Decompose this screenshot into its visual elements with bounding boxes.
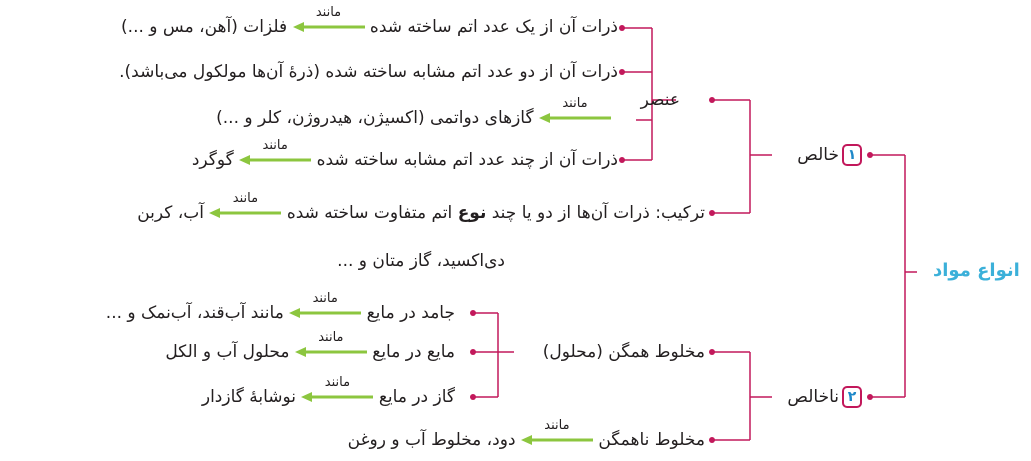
green-arrow-left-icon: مانند: [289, 308, 361, 318]
element-item-2: ذرات آن از دو عدد اتم مشابه ساخته شده (ذرهٔ آن‌ها مولکول می‌باشد).: [119, 62, 618, 82]
green-arrow-left-icon: مانند: [295, 347, 367, 357]
element-item-1: ذرات آن از یک عدد اتم ساخته شده مانند فلزات (آهن، مس و ...): [121, 5, 618, 37]
homogeneous-item-2: مایع در مایع مانند محلول آب و الکل: [165, 330, 455, 362]
homogeneous-label: مخلوط همگن (محلول): [542, 342, 705, 362]
green-arrow-left-icon: مانند: [209, 208, 281, 218]
compound-label: ترکیب:: [655, 203, 705, 223]
compound-line-2: دی‌اکسید، گاز متان و ...: [337, 251, 505, 271]
homogeneous-item-3: گاز در مایع مانند نوشابهٔ گازدار: [201, 375, 455, 407]
green-arrow-left-icon: مانند: [301, 392, 373, 402]
green-arrow-left-icon: مانند: [239, 155, 311, 165]
impure-label: ناخالص: [787, 387, 839, 407]
impure-node: [787, 386, 862, 408]
green-arrow-left-icon: مانند: [539, 113, 611, 123]
homogeneous-item-1: جامد در مایع مانند مانند آب‌قند، آب‌نمک و ...: [105, 291, 455, 323]
element-item-3: مانند گازهای دواتمی (اکسیژن، هیدروژن، کلر و ...): [216, 107, 611, 129]
green-arrow-left-icon: مانند: [521, 435, 593, 445]
green-arrow-left-icon: مانند: [293, 22, 365, 32]
pure-label: خالص: [797, 145, 839, 165]
pure-node: [797, 144, 862, 166]
root-title: انواع مواد: [933, 260, 1020, 281]
number-box-icon: ۲: [842, 386, 862, 408]
heterogeneous-line: مخلوط ناهمگن مانند دود، مخلوط آب و روغن: [347, 418, 705, 450]
compound-line-1: ترکیب: ذرات آن‌ها از دو یا چند نوع اتم متفاوت ساخته شده مانند آب، کربن: [137, 191, 705, 223]
number-box-icon: ۱: [842, 144, 862, 166]
bullet-dot-icon: [470, 25, 873, 443]
element-item-4: ذرات آن از چند عدد اتم مشابه ساخته شده مانند گوگرد: [191, 138, 618, 170]
element-label: عنصر: [640, 90, 680, 110]
heterogeneous-label: مخلوط ناهمگن: [598, 430, 705, 450]
